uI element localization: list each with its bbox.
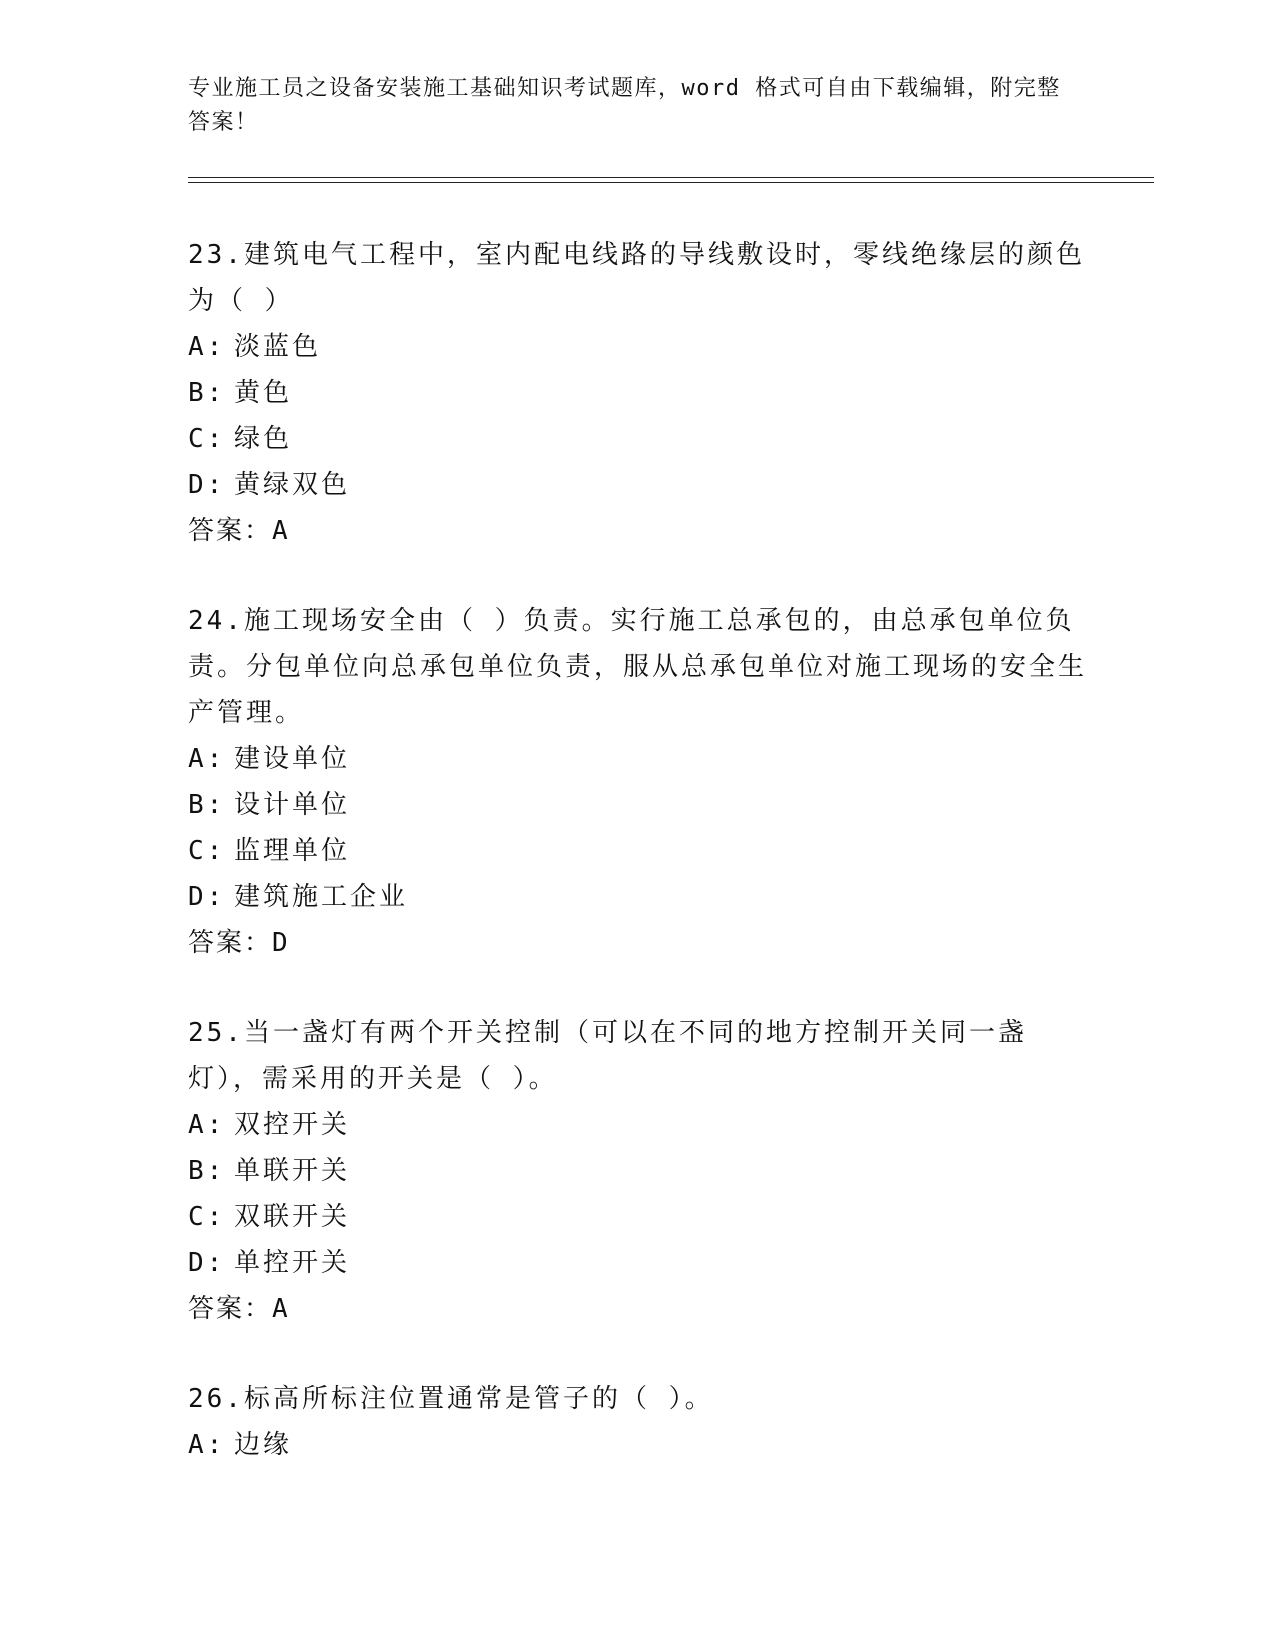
question-stem: 26.标高所标注位置通常是管子的（ ）。	[188, 1384, 714, 1414]
option-b	[188, 370, 1088, 416]
option-label: A:	[188, 744, 226, 774]
option-label: C:	[188, 1202, 226, 1232]
answer-label: 答案：	[188, 516, 273, 546]
option-text: 淡蓝色	[234, 332, 322, 362]
option-text: 监理单位	[234, 836, 351, 866]
option-label: B:	[188, 790, 226, 820]
option-text: 双联开关	[234, 1202, 351, 1232]
option-text: 单联开关	[234, 1156, 351, 1186]
answer-value: A	[272, 516, 290, 546]
question-stem: 24.施工现场安全由（ ）负责。实行施工总承包的，由总承包单位负责。分包单位向总承包单位负责，服从总承包单位对施工现场的安全生产管理。	[188, 606, 1088, 728]
option-a	[188, 736, 1088, 782]
option-text: 绿色	[234, 424, 293, 454]
question-25	[188, 1010, 1088, 1332]
answer-line	[188, 508, 1088, 554]
option-text: 单控开关	[234, 1248, 351, 1278]
option-label: C:	[188, 424, 226, 454]
header-divider-bottom	[188, 182, 1154, 183]
option-c	[188, 416, 1088, 462]
header-divider-top	[188, 177, 1154, 178]
question-stem: 23.建筑电气工程中，室内配电线路的导线敷设时，零线绝缘层的颜色为（ ）	[188, 240, 1085, 316]
question-23	[188, 232, 1088, 554]
option-b	[188, 782, 1088, 828]
answer-value: D	[272, 928, 290, 958]
option-c	[188, 1194, 1088, 1240]
option-text: 双控开关	[234, 1110, 351, 1140]
question-26	[188, 1376, 1088, 1468]
question-stem: 25.当一盏灯有两个开关控制（可以在不同的地方控制开关同一盏灯），需采用的开关是（ ）。	[188, 1018, 1027, 1094]
option-label: D:	[188, 1248, 226, 1278]
option-text: 设计单位	[234, 790, 351, 820]
option-b	[188, 1148, 1088, 1194]
option-label: A:	[188, 1430, 226, 1460]
question-24	[188, 598, 1088, 966]
answer-line	[188, 1286, 1088, 1332]
option-label: A:	[188, 332, 226, 362]
question-list	[188, 232, 1088, 1512]
answer-label: 答案：	[188, 928, 273, 958]
option-d	[188, 462, 1088, 508]
answer-line	[188, 920, 1088, 966]
option-d	[188, 1240, 1088, 1286]
option-c	[188, 828, 1088, 874]
option-label: B:	[188, 378, 226, 408]
option-label: D:	[188, 470, 226, 500]
option-label: A:	[188, 1110, 226, 1140]
option-label: B:	[188, 1156, 226, 1186]
option-label: C:	[188, 836, 226, 866]
option-text: 边缘	[234, 1430, 293, 1460]
option-text: 黄色	[234, 378, 293, 408]
option-text: 黄绿双色	[234, 470, 351, 500]
answer-value: A	[272, 1294, 290, 1324]
option-text: 建筑施工企业	[234, 882, 409, 912]
option-a	[188, 1422, 1088, 1468]
answer-label: 答案：	[188, 1294, 273, 1324]
option-d	[188, 874, 1088, 920]
option-text: 建设单位	[234, 744, 351, 774]
document-header: 专业施工员之设备安装施工基础知识考试题库，word 格式可自由下载编辑，附完整答案！	[188, 76, 1061, 135]
option-a	[188, 1102, 1088, 1148]
option-label: D:	[188, 882, 226, 912]
option-a	[188, 324, 1088, 370]
